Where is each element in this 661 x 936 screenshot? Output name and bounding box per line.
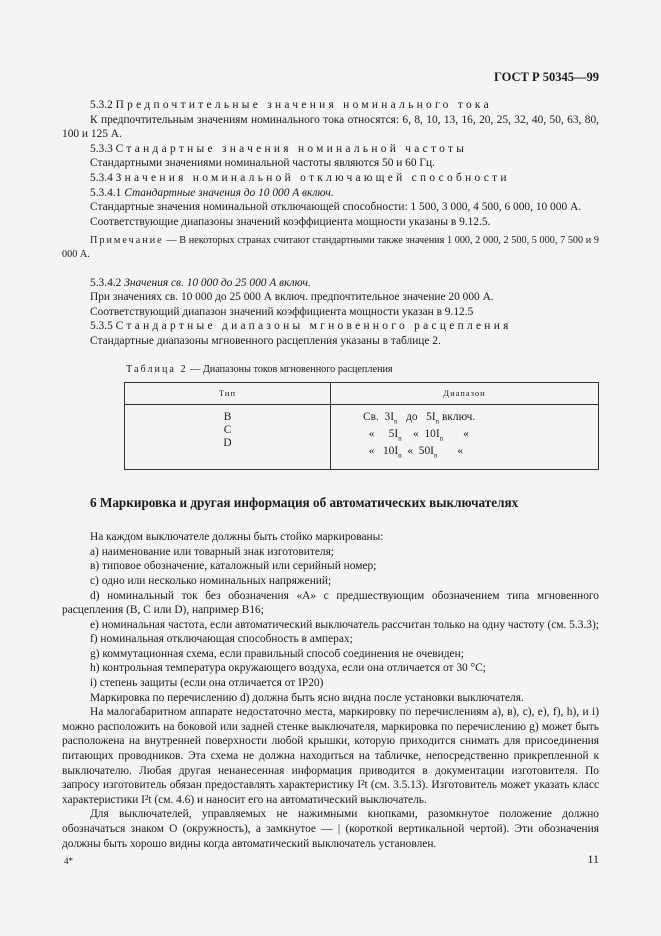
range-mid: « xyxy=(407,445,414,458)
marking-item-g: g) коммутационная схема, если правильный способ соединения не очевиден; xyxy=(90,647,464,660)
column-header-type: Тип xyxy=(125,383,331,405)
section-title: Стандартные значения до 10 000 А включ. xyxy=(124,186,334,199)
range-suffix: включ. xyxy=(441,410,476,423)
range-mid: « xyxy=(413,427,419,440)
section-title: Значения св. 10 000 до 25 000 А включ. xyxy=(124,276,311,289)
section-6-intro: На каждом выключателе должны быть стойко маркированы: xyxy=(90,531,384,544)
table-caption-text: — Диапазоны токов мгновенного расцепления xyxy=(190,363,393,375)
range-to-sub: n xyxy=(433,451,438,460)
note-paragraph xyxy=(62,234,599,261)
section-5-3-3-body: Стандартными значениями номинальной частоты являются 50 и 60 Гц. xyxy=(90,157,435,170)
range-to-sub: n xyxy=(435,416,440,425)
section-6-heading: 6 Маркировка и другая информация об автоматических выключателях xyxy=(90,494,519,510)
section-title: Стандартные диапазоны мгновенного расцепления xyxy=(115,320,512,333)
type-value: C xyxy=(223,423,232,436)
section-5-3-4-2-body: При значениях св. 10 000 до 25 000 А включ. предпочтительное значение 20 000 А. xyxy=(90,291,494,304)
section-6-para-1: Маркировка по перечислению d) должна быть ясно видна после установки выключателя. xyxy=(90,691,524,704)
range-prefix: Св. xyxy=(363,410,379,423)
section-5-3-2-body: К предпочтительным значениям номинального тока относятся: 6, 8, 10, 13, 16, 20, 25, 32, 40, 50, 63, 80, 100 и 125 А. xyxy=(62,113,599,141)
range-to: 5I xyxy=(426,410,436,423)
range-from: 10I xyxy=(382,445,399,458)
range-from-sub: n xyxy=(398,434,402,443)
section-6-para-3: Для выключателей, управляемых не нажимными кнопками, разомкнутое положение должно обозначаться знаком О (окружность), а замкнутое — | (короткой вертикальной чертой). Эти обозначения должны быть хорошо видны когда автоматический выключатель установлен. xyxy=(62,808,599,850)
range-to-sub: n xyxy=(439,434,444,443)
range-from: 5I xyxy=(388,427,399,440)
range-cell xyxy=(331,404,599,469)
section-number: 5.3.3 xyxy=(90,142,113,155)
section-5-3-4-2-body2: Соответствующий диапазон значений коэффициента мощности указан в 9.12.5 xyxy=(90,305,474,318)
table-row xyxy=(125,404,599,469)
marking-item-b: в) типовое обозначение, каталожный или серийный номер; xyxy=(90,560,377,573)
section-5-3-3-heading xyxy=(62,142,599,157)
marking-item-d: d) номинальный ток без обозначения «А» с предшествующим обозначением типа мгновенного расцепления (В, С или D), например В16; xyxy=(62,589,599,617)
section-title: Стандартные значения номинальной частоты xyxy=(115,142,468,155)
section-5-3-2-heading xyxy=(62,98,599,113)
section-5-3-4-1-heading xyxy=(62,186,599,201)
section-6-para-2: На малогабаритном аппарате недостаточно места, маркировку по перечислениям а), в), с), е), f), h), и i) можно расположить на боковой или задней стенке выключателя, маркировка по перечислению g) может быть расположена на внутренней поверхности любой крышки, которую приходится снимать для присоединения питающих проводников. Эта схема не должна находиться на табличке, непосредственно прикрепленной к выключателю. Любая другая ненанесенная информация приводится в документации изготовителя. По запросу изготовитель обязан предоставлять характеристику I²t (см. 3.5.13). Изготовитель может указать класс характеристики I²t (см. 4.6) и наносит его на автоматический выключатель. xyxy=(62,706,599,806)
note-text: — В некоторых странах считают стандартными также значения 1 000, 2 000, 2 500, 5 000, 7 500 и 9 000 А. xyxy=(62,235,600,260)
section-5-3-4-heading xyxy=(62,171,599,186)
section-5-3-4-2-heading xyxy=(62,276,599,291)
range-to: 10I xyxy=(424,427,440,440)
range-from-sub: n xyxy=(394,416,398,425)
section-number: 5.3.2 xyxy=(90,99,113,111)
page-number: 11 xyxy=(587,852,599,866)
marking-item-c: c) одно или несколько номинальных напряжений; xyxy=(90,574,332,587)
table-caption xyxy=(126,363,599,378)
standard-code-header: ГОСТ Р 50345—99 xyxy=(493,70,599,84)
range-line xyxy=(363,445,598,462)
marking-item-a: a) наименование или товарный знак изготовителя; xyxy=(90,545,334,558)
range-line xyxy=(363,428,598,445)
type-value: B xyxy=(223,410,232,423)
signature-mark: 4* xyxy=(64,856,73,866)
table-header-row xyxy=(125,383,599,405)
note-label: Примечание xyxy=(90,235,164,247)
section-5-3-5-heading xyxy=(62,319,599,334)
range-to: 50I xyxy=(418,445,434,458)
table-label: Таблица 2 xyxy=(126,363,188,375)
marking-item-i: i) степень защиты (если она отличается от IP20) xyxy=(90,677,324,690)
section-5-3-5-body: Стандартные диапазоны мгновенного расцепления указаны в таблице 2. xyxy=(90,334,441,347)
section-number: 5.3.4.1 xyxy=(90,186,122,199)
column-header-range: Диапазон xyxy=(331,383,599,405)
marking-item-h: h) контрольная температура окружающего воздуха, если она отличается от 30 °С; xyxy=(90,662,486,675)
range-prefix: « xyxy=(368,427,375,440)
page-content xyxy=(62,98,599,851)
range-line xyxy=(363,411,598,428)
range-suffix: « xyxy=(463,427,469,440)
range-suffix: « xyxy=(457,445,464,458)
range-mid: до xyxy=(406,410,418,423)
section-number: 5.3.5 xyxy=(90,320,113,333)
type-cell xyxy=(125,404,331,469)
range-prefix: « xyxy=(368,445,375,458)
tripping-ranges-table xyxy=(124,382,599,469)
section-number: 5.3.4.2 xyxy=(90,276,122,289)
range-from-sub: n xyxy=(398,451,402,460)
section-title: Значения номинальной отключающей способности xyxy=(115,171,510,184)
type-value: D xyxy=(223,436,232,449)
section-5-3-4-1-body2: Соответствующие диапазоны значений коэффициента мощности указаны в 9.12.5. xyxy=(90,215,491,228)
section-title: Предпочтительные значения номинального тока xyxy=(115,99,492,111)
marking-item-f: f) номинальная отключающая способность в амперах; xyxy=(90,633,353,646)
section-number: 5.3.4 xyxy=(90,171,113,184)
range-from: 3I xyxy=(384,410,395,423)
section-5-3-4-1-body: Стандартные значения номинальной отключающей способности: 1 500, 3 000, 4 500, 6 000, 10 000 А. xyxy=(90,201,582,214)
marking-item-e: e) номинальная частота, если автоматический выключатель рассчитан только на одну частоту (см. 5.3.3); xyxy=(90,618,599,631)
